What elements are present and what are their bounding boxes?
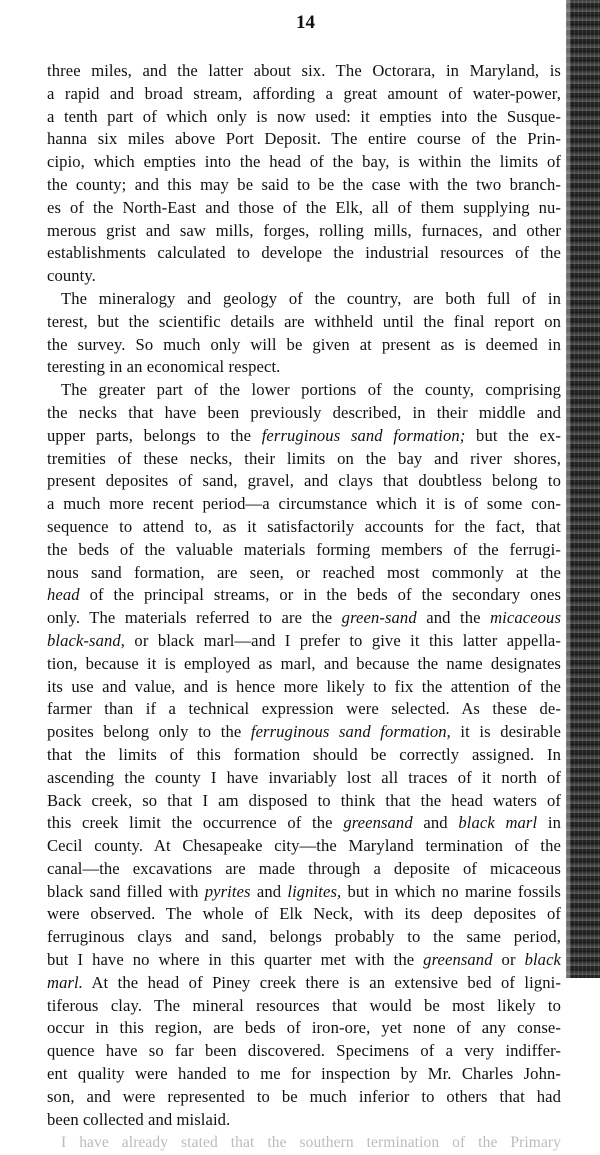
text-line (47, 949, 561, 972)
text-segment: ent quality were handed to me for inspection by Mr. Charles John- (47, 1064, 561, 1084)
text-line (47, 858, 561, 881)
text-line (47, 220, 561, 243)
text-line (47, 334, 561, 357)
text-line (47, 1109, 561, 1132)
text-line (47, 128, 561, 151)
text-line (47, 539, 561, 562)
text-segment: The mineralogy and geology of the country, are both full of in (61, 288, 561, 308)
text-line (47, 790, 561, 813)
text-segment: tion, because it is employed as marl, and because the name designates (47, 653, 561, 673)
italic-text: green-sand (341, 608, 417, 628)
text-segment: ferruginous clays and sand, belongs probably to the same period, (47, 927, 561, 947)
text-line (47, 516, 561, 539)
text-line (47, 379, 561, 402)
text-segment: Back creek, so that I am disposed to think that the head waters of (47, 790, 561, 810)
text-segment: nous sand formation, are seen, or reached most commonly at the (47, 562, 561, 582)
text-line (47, 972, 561, 995)
text-segment: only. The materials referred to are the (47, 608, 342, 628)
text-line (47, 562, 561, 585)
italic-text: marl. (47, 972, 83, 992)
text-segment: upper parts, belongs to the (47, 425, 262, 445)
text-segment: Cecil county. At Chesapeake city—the Maryland termination of the (47, 836, 561, 856)
text-segment: of the principal streams, or in the beds of the secondary ones (79, 585, 561, 605)
text-segment: were observed. The whole of Elk Neck, with its deep deposites of (47, 904, 561, 924)
text-segment: hanna six miles above Port Deposit. The entire course of the Prin- (47, 129, 561, 149)
text-segment: ascending the county I have invariably lost all traces of it north of (47, 767, 561, 787)
text-segment: establishments calculated to develope the industrial resources of the (47, 243, 561, 263)
text-line (47, 926, 561, 949)
text-line (47, 356, 561, 379)
text-segment: black sand filled with (47, 881, 205, 901)
faded-continuation-line: I have already stated that the southern termination of the Primary (61, 1134, 561, 1152)
text-segment: and the (416, 608, 491, 628)
text-line (47, 1063, 561, 1086)
text-segment: but in which no marine fossils (341, 881, 561, 901)
text-segment: terest, but the scientific details are withheld until the final report on (47, 311, 561, 331)
italic-text: black-sand, (47, 630, 126, 650)
text-line (47, 402, 561, 425)
italic-text: head (47, 585, 80, 605)
text-segment: es of the North-East and those of the Elk, all of them supplying nu- (47, 197, 561, 217)
text-line (47, 630, 561, 653)
text-line (47, 1017, 561, 1040)
text-segment: The greater part of the lower portions of the county, comprising (61, 380, 561, 400)
text-segment: the county; and this may be said to be the case with the two branch- (47, 174, 561, 194)
text-line (47, 812, 561, 835)
text-segment: a rapid and broad stream, affording a great amount of water-power, (47, 83, 561, 103)
text-segment: occur in this region, are beds of iron-ore, yet none of any conse- (47, 1018, 561, 1038)
text-segment: the survey. So much only will be given at present as is deemed in (47, 334, 561, 354)
text-line (47, 698, 561, 721)
text-segment: it is desirable (450, 722, 561, 742)
text-segment: tiferous clay. The mineral resources that would be most likely to (47, 995, 561, 1015)
text-segment: a tenth part of which only is now used: it empties into the Susque- (47, 106, 561, 126)
text-line (47, 425, 561, 448)
text-segment: sequence to attend to, as it satisfactorily accounts for the fact, that (47, 516, 561, 536)
text-segment: posites belong only to the (47, 722, 251, 742)
italic-text: greensand (343, 813, 413, 833)
italic-text: ferruginous sand formation, (250, 722, 451, 742)
text-line (47, 265, 561, 288)
text-line (47, 676, 561, 699)
italic-text: pyrites (204, 881, 251, 901)
text-line (47, 881, 561, 904)
text-segment: canal—the excavations are made through a deposite of micaceous (47, 858, 561, 878)
text-segment: farmer than if a technical expression were selected. As these de- (47, 699, 561, 719)
text-line (47, 174, 561, 197)
text-segment: been collected and mislaid. (47, 1109, 231, 1129)
italic-text: ferruginous sand formation; (261, 425, 466, 445)
text-segment: teresting in an economical respect. (47, 357, 281, 377)
italic-text: lignites, (287, 881, 342, 901)
text-line (47, 493, 561, 516)
text-segment: a much more recent period—a circumstance which it is of some con- (47, 494, 561, 514)
text-segment: or (492, 950, 525, 970)
text-line (47, 1040, 561, 1063)
text-line (47, 311, 561, 334)
text-line (47, 835, 561, 858)
italic-text: black marl (458, 813, 538, 833)
text-line (47, 106, 561, 129)
text-line (47, 151, 561, 174)
body-text (47, 60, 561, 1155)
text-line (47, 470, 561, 493)
text-line (47, 1086, 561, 1109)
text-segment: but I have no where in this quarter met with the (47, 950, 424, 970)
text-segment: present deposites of sand, gravel, and clays that doubtless belong to (47, 471, 561, 491)
text-line (47, 607, 561, 630)
scan-binding-edge (566, 0, 600, 978)
text-segment: the beds of the valuable materials forming members of the ferrugi- (47, 539, 561, 559)
text-segment: this creek limit the occurrence of the (47, 813, 344, 833)
text-line (47, 744, 561, 767)
text-line (47, 721, 561, 744)
text-segment: its use and value, and is hence more likely to fix the attention of the (47, 676, 561, 696)
text-segment: county. (47, 266, 96, 286)
text-segment: son, and were represented to be much inferior to others that had (47, 1086, 561, 1106)
text-segment: or black marl—and I prefer to give it this latter appella- (125, 630, 561, 650)
text-line (47, 584, 561, 607)
text-segment: and (412, 813, 459, 833)
text-segment: but the ex- (465, 425, 561, 445)
text-segment: that the limits of this formation should be correctly assigned. In (47, 744, 561, 764)
text-segment: quence have so far been discovered. Specimens of a very indiffer- (47, 1041, 561, 1061)
italic-text: micaceous (490, 608, 561, 628)
text-line (47, 60, 561, 83)
text-segment: tremities of these necks, their limits on the bay and river shores, (47, 448, 561, 468)
text-segment: cipio, which empties into the head of the bay, is within the limits of (47, 152, 561, 172)
italic-text: black (524, 950, 561, 970)
text-line (47, 448, 561, 471)
text-segment: in (537, 813, 561, 833)
text-segment: the necks that have been previously described, in their middle and (47, 402, 561, 422)
text-segment: three miles, and the latter about six. The Octorara, in Maryland, is (47, 61, 561, 80)
page-number: 14 (296, 12, 315, 33)
text-line (47, 288, 561, 311)
text-segment: and (250, 881, 288, 901)
text-line (47, 242, 561, 265)
text-line (47, 767, 561, 790)
text-line (47, 197, 561, 220)
text-segment: At the head of Piney creek there is an extensive bed of ligni- (83, 972, 561, 992)
text-line (47, 995, 561, 1018)
text-segment: merous grist and saw mills, forges, rolling mills, furnaces, and other (47, 220, 561, 240)
text-line (47, 83, 561, 106)
text-line (47, 903, 561, 926)
text-line (47, 653, 561, 676)
italic-text: greensand (423, 950, 493, 970)
